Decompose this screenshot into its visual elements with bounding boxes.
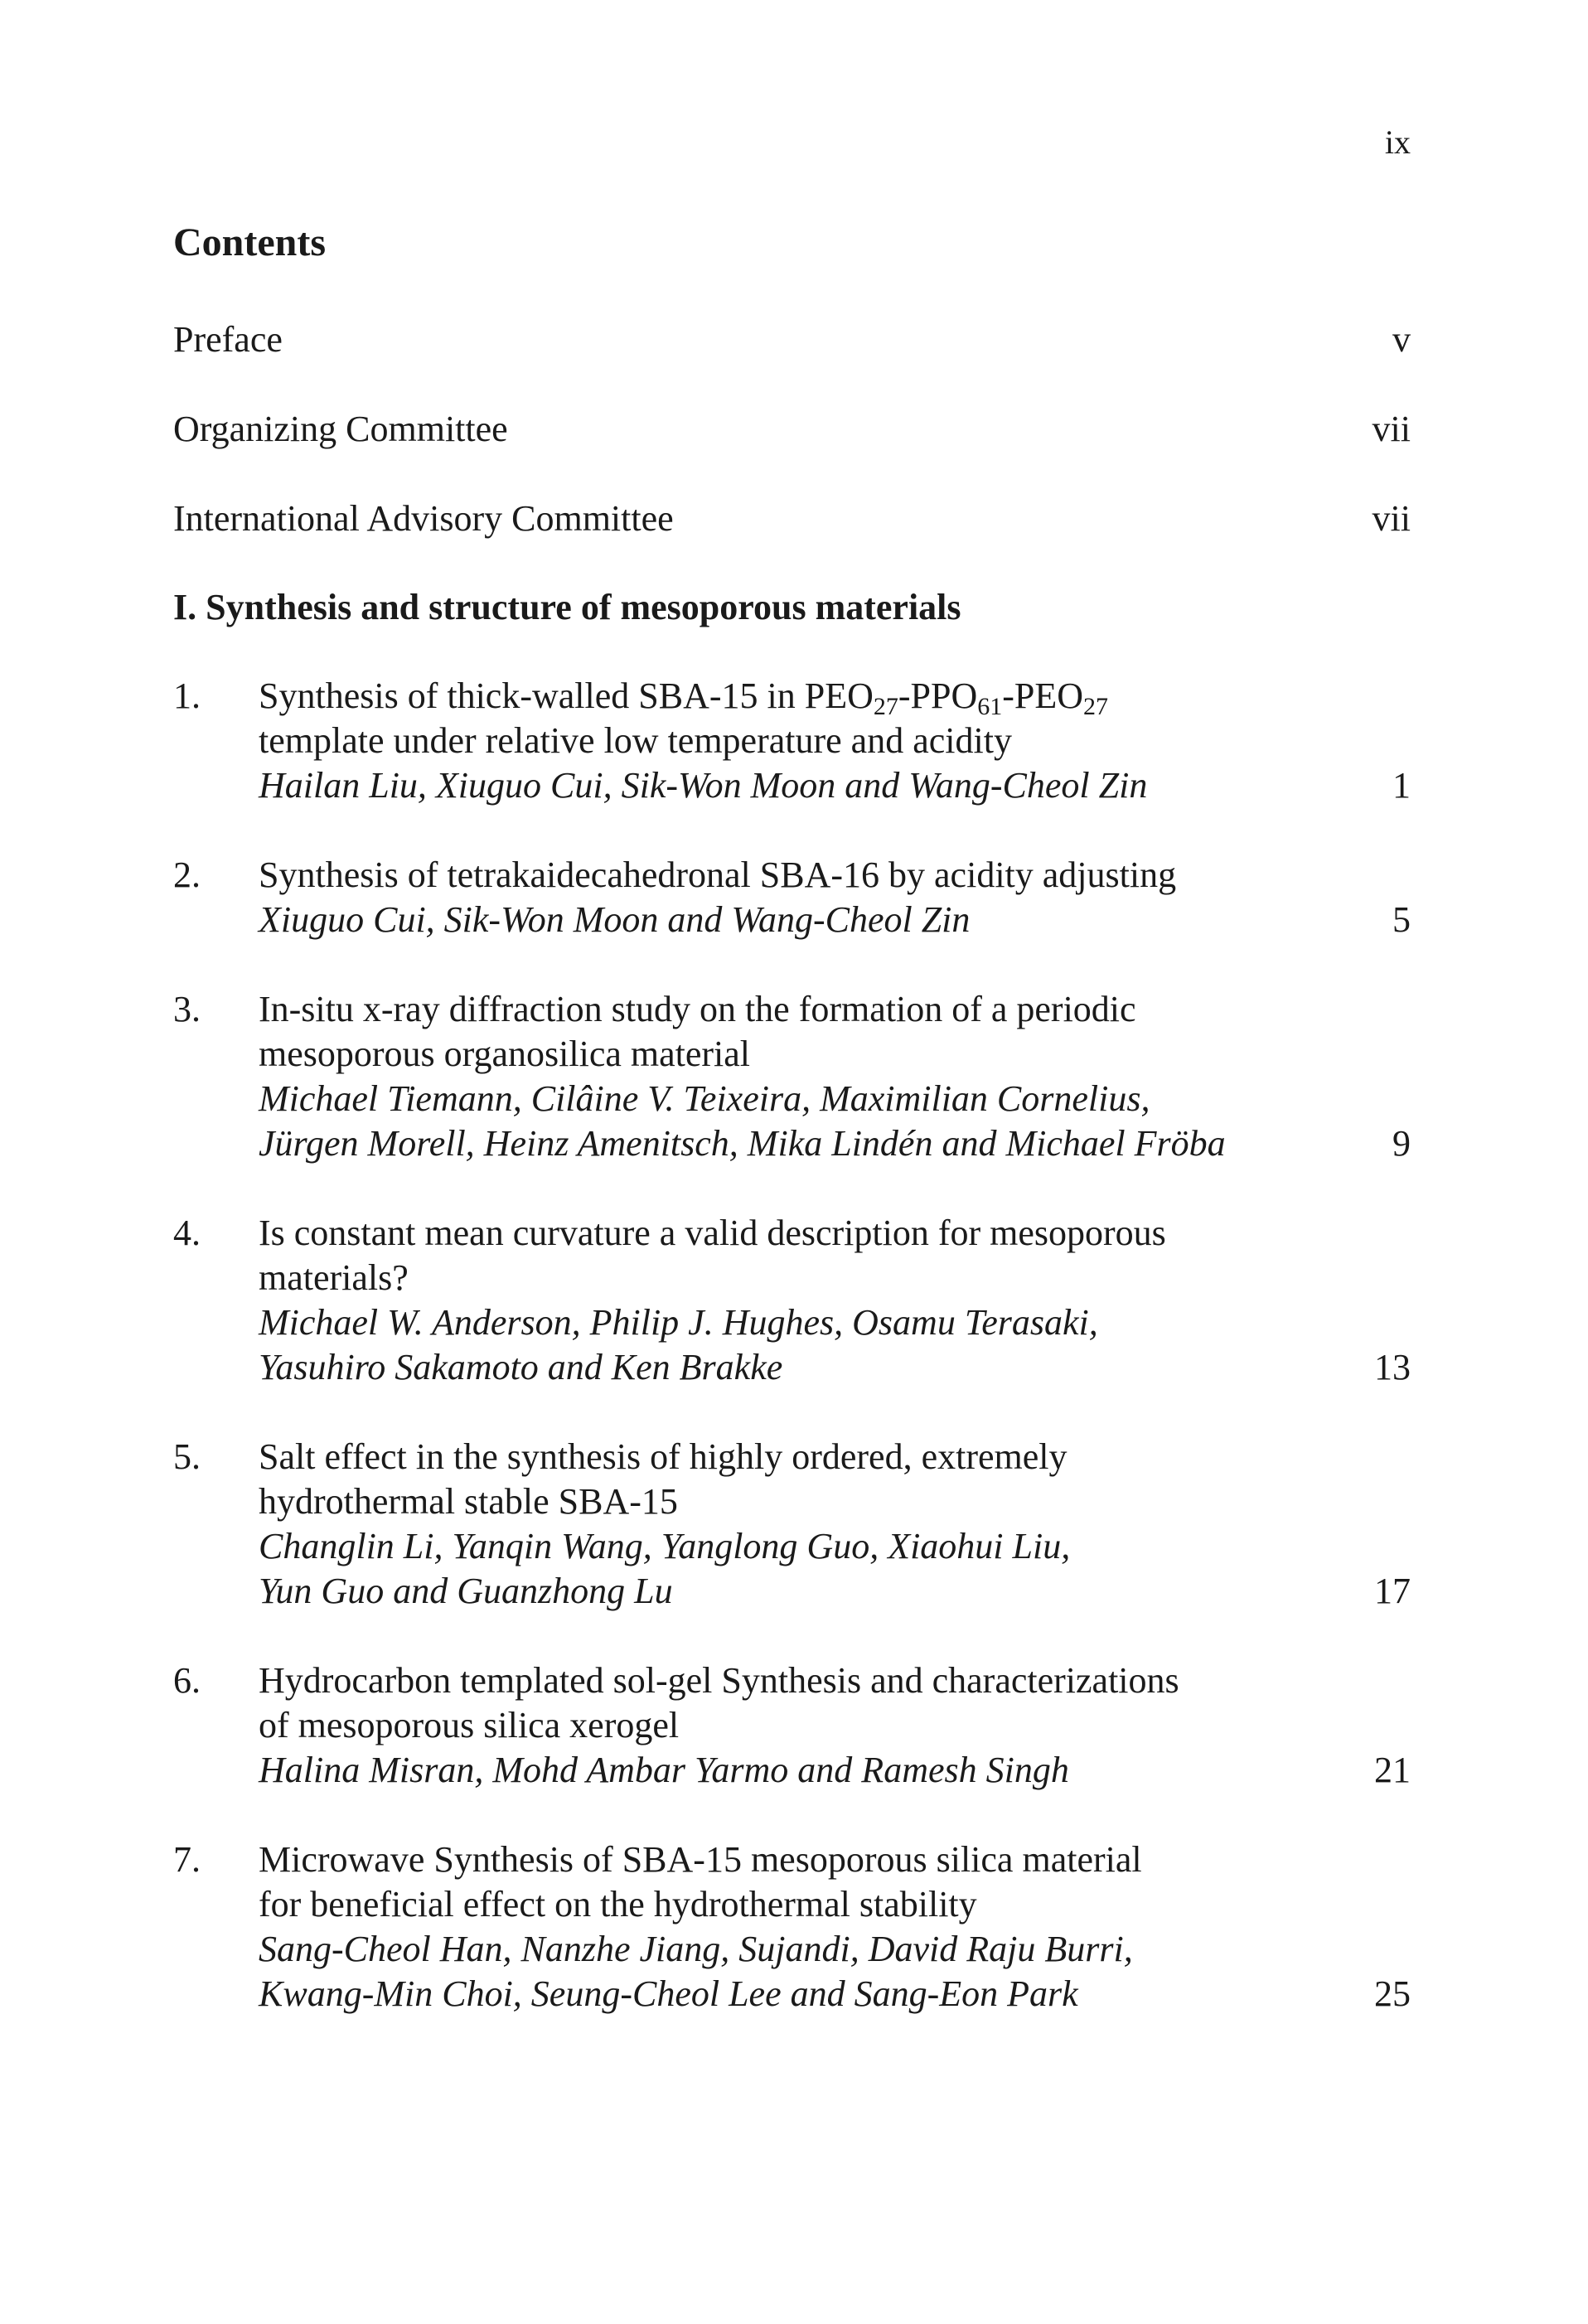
entry-authors: Halina Misran, Mohd Ambar Yarmo and Ramesh Singh [259,1750,1069,1790]
entry-title-line: Synthesis of thick-walled SBA-15 in $PEO_{27}-PPO_{61}-PEO_{27}$ [259,675,1109,720]
entry-authors: Xiuguo Cui, Sik-Won Moon and Wang-Cheol Zin [259,899,971,940]
entry-title-line: Is constant mean curvature a valid description for mesoporous [259,1213,1166,1253]
toc-row-label: Organizing Committee [173,409,508,449]
entry-number: 7. [173,1839,201,1880]
entry-title-line: hydrothermal stable SBA-15 [259,1481,678,1522]
toc-row-advisory-committee[interactable] [173,498,1411,540]
entry-authors: Hailan Liu, Xiuguo Cui, Sik-Won Moon and Wang-Cheol Zin [259,765,1148,806]
entry-body [259,1211,1319,1390]
entry-number: 2. [173,855,201,895]
entry-page: 13 [1374,1347,1411,1387]
entry-page: 5 [1392,899,1411,940]
entry-body [259,1435,1319,1614]
entry-title-line: Salt effect in the synthesis of highly ordered, extremely [259,1436,1068,1477]
entry-number: 6. [173,1660,201,1701]
entry-page: 25 [1374,1973,1411,2014]
entry-body [259,853,1319,942]
section-heading: I. Synthesis and structure of mesoporous materials [173,587,961,627]
entry-title-line: Synthesis of tetrakaidecahedronal SBA-16 by acidity adjusting [259,855,1177,895]
toc-row-preface[interactable] [173,319,1411,361]
entry-authors: Yun Guo and Guanzhong Lu [259,1571,673,1611]
page-number: ix [1384,123,1411,161]
entry-authors: Michael Tiemann, Cilâine V. Teixeira, Maximilian Cornelius, [259,1078,1150,1119]
entry-title-line: for beneficial effect on the hydrothermal stability [259,1884,977,1925]
entry-body [259,987,1319,1166]
entry-authors: Kwang-Min Choi, Seung-Cheol Lee and Sang-Eon Park [259,1973,1078,2014]
entry-title-line: template under relative low temperature and acidity [259,720,1012,761]
entry-authors: Sang-Cheol Han, Nanzhe Jiang, Sujandi, David Raju Burri, [259,1929,1133,1969]
entry-page: 9 [1392,1123,1411,1164]
entry-title-line: of mesoporous silica xerogel [259,1705,680,1745]
toc-row-label: International Advisory Committee [173,498,674,539]
entry-title-line: Microwave Synthesis of SBA-15 mesoporous silica material [259,1839,1142,1880]
entry-body [259,674,1319,808]
entry-body [259,1837,1319,2017]
entry-title-line: Hydrocarbon templated sol-gel Synthesis and characterizations [259,1660,1179,1701]
entry-number: 1. [173,675,201,716]
toc-row-label: Preface [173,319,283,360]
entry-authors: Jürgen Morell, Heinz Amenitsch, Mika Lindén and Michael Fröba [259,1123,1226,1164]
entry-authors: Yasuhiro Sakamoto and Ken Brakke [259,1347,783,1387]
entry-page: 1 [1392,765,1411,806]
entry-title-line: mesoporous organosilica material [259,1034,751,1074]
entry-page: 17 [1374,1571,1411,1611]
entry-number: 4. [173,1213,201,1253]
entry-page: 21 [1374,1750,1411,1790]
toc-row-page: v [1392,319,1411,360]
entry-authors: Michael W. Anderson, Philip J. Hughes, Osamu Terasaki, [259,1302,1098,1343]
toc-row-page: vii [1372,498,1411,539]
entry-title-line: In-situ x-ray diffraction study on the formation of a periodic [259,989,1136,1029]
page-title: Contents [173,220,327,264]
entry-number: 3. [173,989,201,1029]
toc-row-page: vii [1372,409,1411,449]
entry-number: 5. [173,1436,201,1477]
entry-authors: Changlin Li, Yanqin Wang, Yanglong Guo, Xiaohui Liu, [259,1526,1071,1566]
entry-title-line: materials? [259,1257,409,1298]
toc-row-organizing-committee[interactable] [173,409,1411,450]
entry-body [259,1658,1319,1793]
